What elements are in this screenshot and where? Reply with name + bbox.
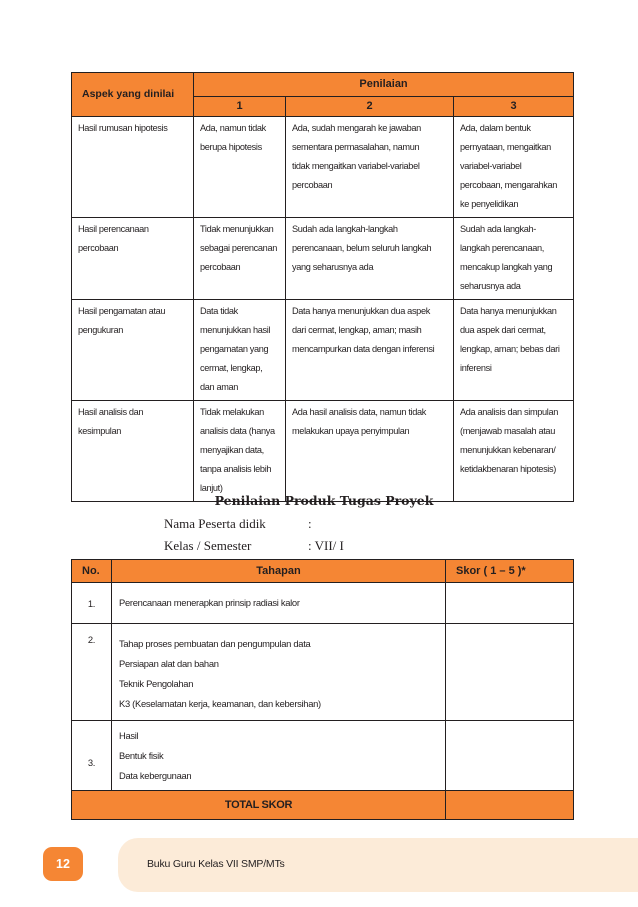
- cell-line: Ada, sudah mengarah ke jawaban: [292, 123, 421, 133]
- cell-line: dan aman: [200, 382, 239, 392]
- product-title: Penilaian Produk Tugas Proyek: [214, 493, 434, 508]
- cell-line: yang seharusnya ada: [292, 262, 374, 272]
- row-number: 2.: [72, 624, 112, 721]
- score-cell[interactable]: [446, 721, 574, 791]
- level-2-header: 2: [286, 97, 454, 117]
- stage-line: Bentuk fisik: [119, 750, 164, 761]
- cell-line: langkah perencanaan,: [460, 243, 544, 253]
- cell-line: lanjut): [200, 483, 223, 493]
- cell-line: Ada, namun tidak: [200, 123, 266, 133]
- cell-line: ke penyelidikan: [460, 199, 519, 209]
- cell-line: Tidak menunjukkan: [200, 224, 274, 234]
- stage-line: Tahap proses pembuatan dan pengumpulan data: [119, 638, 311, 649]
- product-row-1: [72, 583, 574, 624]
- cell-line: tanpa analisis lebih: [200, 464, 272, 474]
- aspect-cell: [72, 401, 194, 502]
- stage-line: Data kebergunaan: [119, 770, 192, 781]
- book-title: Buku Guru Kelas VII SMP/MTs: [147, 858, 285, 870]
- stage-line: Teknik Pengolahan: [119, 678, 194, 689]
- student-name-value: :: [308, 516, 312, 531]
- class-semester-label: Kelas / Semester: [164, 538, 252, 553]
- level-2-cell: [286, 300, 454, 401]
- score-header: Skor ( 1 – 5 )*: [446, 560, 574, 583]
- cell-line: Data tidak: [200, 306, 238, 316]
- level-1-cell: [194, 401, 286, 502]
- cell-line: melakukan upaya penyimpulan: [292, 426, 410, 436]
- level-3-cell: [454, 401, 574, 502]
- cell-line: mencampurkan data dengan inferensi: [292, 344, 435, 354]
- level-1-cell: [194, 117, 286, 218]
- cell-line: Data hanya menunjukkan dua aspek: [292, 306, 430, 316]
- student-name-line: [164, 516, 312, 532]
- level-1-cell: [194, 218, 286, 300]
- cell-line: berupa hipotesis: [200, 142, 262, 152]
- rubric-row: [72, 117, 574, 218]
- cell-line: Hasil perencanaan: [78, 224, 149, 234]
- cell-line: variabel-variabel: [460, 161, 522, 171]
- aspect-header: Aspek yang dinilai: [72, 73, 194, 117]
- cell-line: Data hanya menunjukkan: [460, 306, 557, 316]
- cell-line: pengukuran: [78, 325, 124, 335]
- level-1-header: 1: [194, 97, 286, 117]
- cell-line: dari cermat, lengkap, aman; masih: [292, 325, 422, 335]
- score-cell[interactable]: [446, 624, 574, 721]
- cell-line: kesimpulan: [78, 426, 121, 436]
- score-cell[interactable]: [446, 583, 574, 624]
- cell-line: mencakup langkah yang: [460, 262, 553, 272]
- cell-line: Hasil rumusan hipotesis: [78, 123, 168, 133]
- level-2-cell: [286, 117, 454, 218]
- cell-line: perencanaan, belum seluruh langkah: [292, 243, 432, 253]
- total-row: [72, 791, 574, 820]
- no-header: No.: [72, 560, 112, 583]
- assessment-header: Penilaian: [194, 73, 574, 97]
- product-row-3: [72, 721, 574, 791]
- cell-line: dua aspek dari cermat,: [460, 325, 546, 335]
- student-name-label: Nama Peserta didik: [164, 516, 266, 531]
- cell-line: Tidak melakukan: [200, 407, 264, 417]
- cell-line: percobaan: [292, 180, 333, 190]
- cell-line: percobaan: [200, 262, 241, 272]
- level-2-cell: [286, 401, 454, 502]
- cell-line: (menjawab masalah atau: [460, 426, 555, 436]
- cell-line: ketidakbenaran hipotesis): [460, 464, 556, 474]
- cell-line: percobaan: [78, 243, 119, 253]
- cell-line: sementara permasalahan, namun: [292, 142, 420, 152]
- stage-line: K3 (Keselamatan kerja, keamanan, dan kebersihan): [119, 698, 321, 709]
- cell-line: cermat, lengkap,: [200, 363, 263, 373]
- class-semester-line: [164, 538, 344, 554]
- level-3-cell: [454, 218, 574, 300]
- total-label: TOTAL SKOR: [72, 791, 446, 820]
- class-semester-value: : VII/ I: [308, 538, 344, 553]
- level-2-cell: [286, 218, 454, 300]
- stage-line: Hasil: [119, 730, 139, 741]
- product-row-2: [72, 624, 574, 721]
- rubric-row: [72, 300, 574, 401]
- page-number: 12: [43, 847, 83, 881]
- total-score-cell[interactable]: [446, 791, 574, 820]
- cell-line: sebagai perencanan: [200, 243, 277, 253]
- row-number: 3.: [72, 721, 112, 791]
- rubric-row: [72, 218, 574, 300]
- rubric-row: [72, 401, 574, 502]
- cell-line: tidak mengaitkan variabel-variabel: [292, 161, 420, 171]
- product-table: [71, 559, 574, 820]
- aspect-cell: [72, 117, 194, 218]
- cell-line: percobaan, mengarahkan: [460, 180, 558, 190]
- rubric-body: [72, 117, 574, 502]
- level-3-header: 3: [454, 97, 574, 117]
- cell-line: Ada hasil analisis data, namun tidak: [292, 407, 426, 417]
- cell-line: menunjukkan kebenaran/: [460, 445, 556, 455]
- cell-line: Sudah ada langkah-: [460, 224, 536, 234]
- stage-line: Persiapan alat dan bahan: [119, 658, 219, 669]
- level-3-cell: [454, 300, 574, 401]
- rubric-table: [71, 72, 574, 502]
- row-number: 1.: [72, 583, 112, 624]
- cell-line: pernyataan, mengaitkan: [460, 142, 551, 152]
- cell-line: analisis data (hanya: [200, 426, 275, 436]
- cell-line: pengamatan yang: [200, 344, 269, 354]
- stage-header: Tahapan: [112, 560, 446, 583]
- cell-line: inferensi: [460, 363, 492, 373]
- cell-line: Ada analisis dan simpulan: [460, 407, 558, 417]
- aspect-cell: [72, 300, 194, 401]
- cell-line: Hasil analisis dan: [78, 407, 144, 417]
- cell-line: seharusnya ada: [460, 281, 521, 291]
- cell-line: lengkap, aman; bebas dari: [460, 344, 560, 354]
- cell-line: menunjukkan hasil: [200, 325, 271, 335]
- cell-line: Sudah ada langkah-langkah: [292, 224, 398, 234]
- cell-line: Hasil pengamatan atau: [78, 306, 166, 316]
- cell-line: menyajikan data,: [200, 445, 264, 455]
- aspect-cell: [72, 218, 194, 300]
- stage-line: Perencanaan menerapkan prinsip radiasi kalor: [119, 597, 300, 608]
- level-3-cell: [454, 117, 574, 218]
- level-1-cell: [194, 300, 286, 401]
- cell-line: Ada, dalam bentuk: [460, 123, 531, 133]
